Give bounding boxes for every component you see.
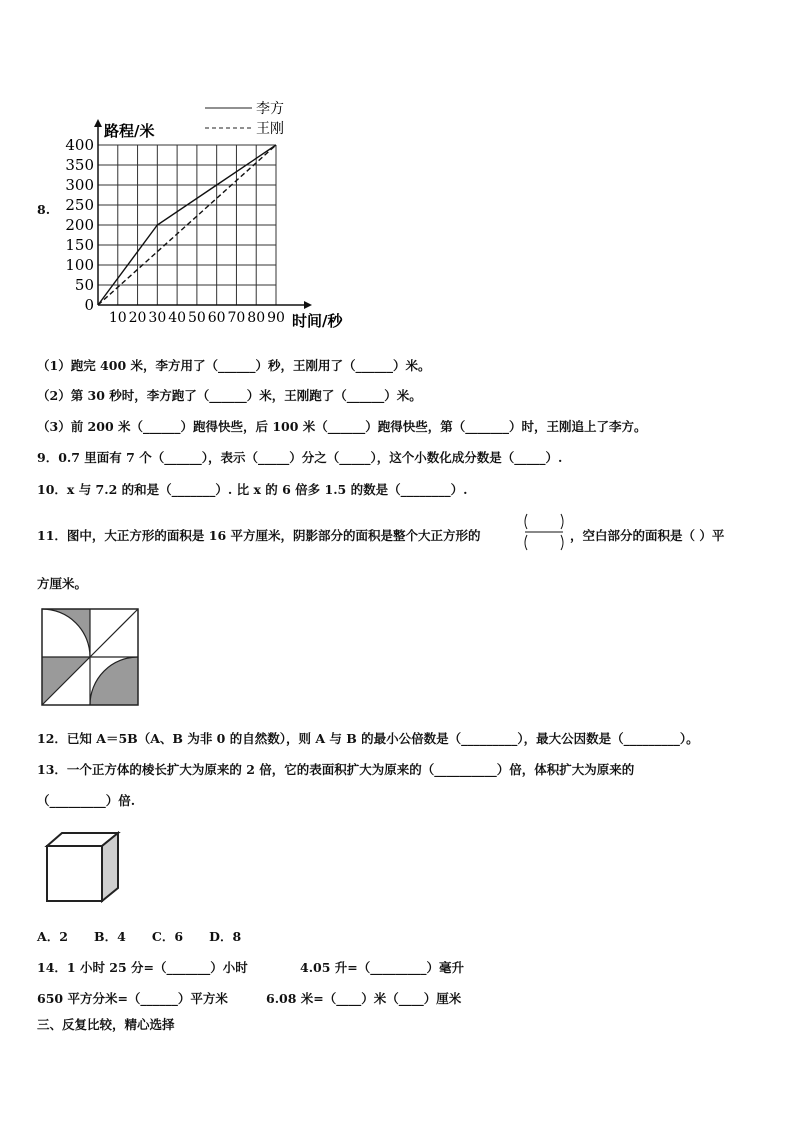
q12-text: 12．已知 A＝5B（A、B 为非 0 的自然数），则 A 与 B 的最小公倍数是（_________），最大公因数是（_________）。 [37,731,699,746]
y-tick-label: 400 [65,136,94,154]
q8-sub1: （1）跑完 400 米，李方用了（______）秒，王刚用了（______）米。 [37,358,431,373]
x-axis-label: 时间/秒 [292,312,343,330]
q8-sub2: （2）第 30 秒时，李方跑了（______）米，王刚跑了（______）米。 [37,388,422,403]
q11-text-b: ，空白部分的面积是（ ）平 [570,528,725,543]
shaded-region-top-left [42,609,90,657]
legend-label-lifang: 李方 [256,101,284,117]
x-tick-label: 40 [168,310,187,326]
y-tick-label: 150 [65,236,94,254]
q13-line2: （_________）倍. [37,793,136,808]
y-axis-arrow [94,119,102,127]
x-tick-label: 30 [148,310,167,326]
chart-legend [205,100,284,137]
y-tick-label: 350 [65,156,94,174]
y-tick-label: 300 [65,176,94,194]
q14-part-b: 4.05 升=（_________）毫升 [300,960,465,975]
section-3-heading: 三、反复比较，精心选择 [37,1017,175,1032]
q9-text: 9．0.7 里面有 7 个（______），表示（_____）分之（_____），这个小数化成分数是（_____）. [37,450,563,465]
y-tick-label: 50 [74,276,94,294]
q8-number: 8. [37,202,51,217]
x-tick-label: 70 [227,310,246,326]
x-tick-labels [109,310,285,326]
q13-choices: A．2 B．4 C．6 D．8 [37,929,242,944]
x-tick-label: 80 [247,310,266,326]
x-axis-arrow [304,301,312,309]
q8-line-chart [60,90,370,340]
chart-axes [94,119,312,309]
q14-part-d: 6.08 米=（____）米（____）厘米 [266,991,462,1006]
x-tick-label: 90 [267,310,285,326]
q8-sub3: （3）前 200 米（______）跑得快些，后 100 米（______）跑得快些，第（_______）时，王刚追上了李方。 [37,419,647,434]
q14-part-c: 650 平方分米=（______）平方米 [37,991,228,1006]
x-tick-label: 10 [108,310,127,326]
x-tick-label: 50 [187,310,206,326]
q11-square-figure [40,607,144,709]
q10-text: 10．x 与 7.2 的和是（_______）. 比 x 的 6 倍多 1.5 的数是（________）. [37,482,468,497]
q14-part-a: 14．1 小时 25 分=（_______）小时 [37,960,248,975]
legend-label-wanggang: 王刚 [256,121,284,137]
y-axis-label: 路程/米 [104,122,155,140]
shaded-region-bottom-right [90,657,138,705]
y-tick-label: 0 [84,296,94,314]
q11-text-a: 11．图中，大正方形的面积是 16 平方厘米，阴影部分的面积是整个大正方形的 [37,528,481,543]
y-tick-labels [65,136,94,314]
y-tick-label: 250 [65,196,94,214]
x-tick-label: 60 [207,310,226,326]
y-tick-label: 200 [65,216,94,234]
q11-fraction-blank[interactable] [521,510,567,554]
x-tick-label: 20 [128,310,147,326]
y-tick-label: 100 [65,256,94,274]
q11-text-c: 方厘米。 [37,576,88,591]
q13-line1: 13．一个正方体的棱长扩大为原来的 2 倍，它的表面积扩大为原来的（__________）倍，体积扩大为原来的 [37,762,635,777]
cube-figure [44,830,124,906]
